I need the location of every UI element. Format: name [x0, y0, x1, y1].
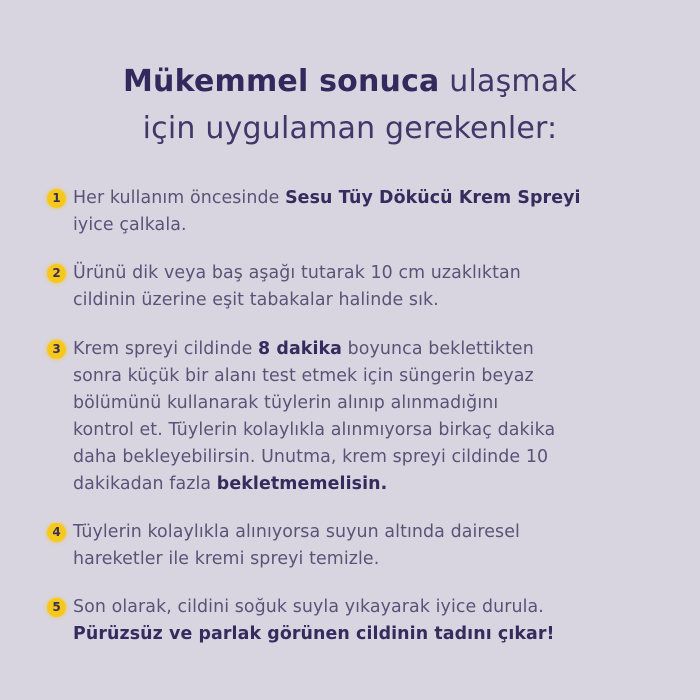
step-line: [73, 185, 693, 212]
step-line: [73, 363, 693, 390]
text: Krem spreyi cildinde: [73, 339, 259, 359]
step-number-badge-icon: 3: [47, 340, 66, 359]
emphasis-text: Pürüzsüz ve parlak görünen cildinin tadını çıkar!: [73, 624, 555, 644]
text: Ürünü dik veya baş aşağı tutarak 10 cm uzaklıktan: [73, 263, 521, 283]
step-line: [73, 287, 693, 314]
text: cildinin üzerine eşit tabakalar halinde sık.: [73, 290, 439, 310]
text: Son olarak, cildini soğuk suyla yıkayarak iyice durula.: [73, 597, 544, 617]
step-number-badge-icon: 1: [47, 189, 66, 208]
step-line: [73, 390, 693, 417]
step-number-badge-icon: 4: [47, 523, 66, 542]
step-line: [73, 546, 693, 573]
step-line: [73, 519, 693, 546]
text: iyice çalkala.: [73, 215, 187, 235]
page-title: [0, 58, 700, 152]
step-line: [73, 444, 693, 471]
text: sonra küçük bir alanı test etmek için süngerin beyaz: [73, 366, 534, 386]
step-number-badge-icon: 5: [47, 598, 66, 617]
title-line-2: için uygulaman gerekenler:: [142, 111, 558, 146]
text: boyunca beklettikten: [342, 339, 534, 359]
step-text: [73, 260, 693, 314]
step-line: [73, 621, 693, 648]
text: Tüylerin kolaylıkla alınıyorsa suyun altında dairesel: [73, 522, 520, 542]
text: Her kullanım öncesinde: [73, 188, 286, 208]
step-number-badge-icon: 2: [47, 264, 66, 283]
step-text: [73, 336, 693, 498]
text: hareketler ile kremi spreyi temizle.: [73, 549, 380, 569]
title-regular: ulaşmak: [449, 64, 577, 99]
step-line: [73, 260, 693, 287]
step-line: [73, 212, 693, 239]
step-line: [73, 471, 693, 498]
step-line: [73, 417, 693, 444]
emphasis-text: 8 dakika: [258, 339, 343, 359]
emphasis-text: bekletmemelisin.: [216, 474, 388, 494]
text: dakikadan fazla: [73, 474, 217, 494]
text: daha bekleyebilirsin. Unutma, krem spreyi cildinde 10: [73, 447, 549, 467]
title-emphasis: Mükemmel sonuca: [122, 64, 440, 99]
title-line-1: [0, 58, 700, 105]
emphasis-text: Sesu Tüy Dökücü Krem Spreyi: [285, 188, 581, 208]
step-text: [73, 519, 693, 573]
text: bölümünü kullanarak tüylerin alınıp alınmadığını: [73, 393, 499, 413]
step-text: [73, 594, 693, 648]
step-line: [73, 594, 693, 621]
step-line: [73, 336, 693, 363]
step-text: [73, 185, 693, 239]
text: kontrol et. Tüylerin kolaylıkla alınmıyorsa birkaç dakika: [73, 420, 556, 440]
